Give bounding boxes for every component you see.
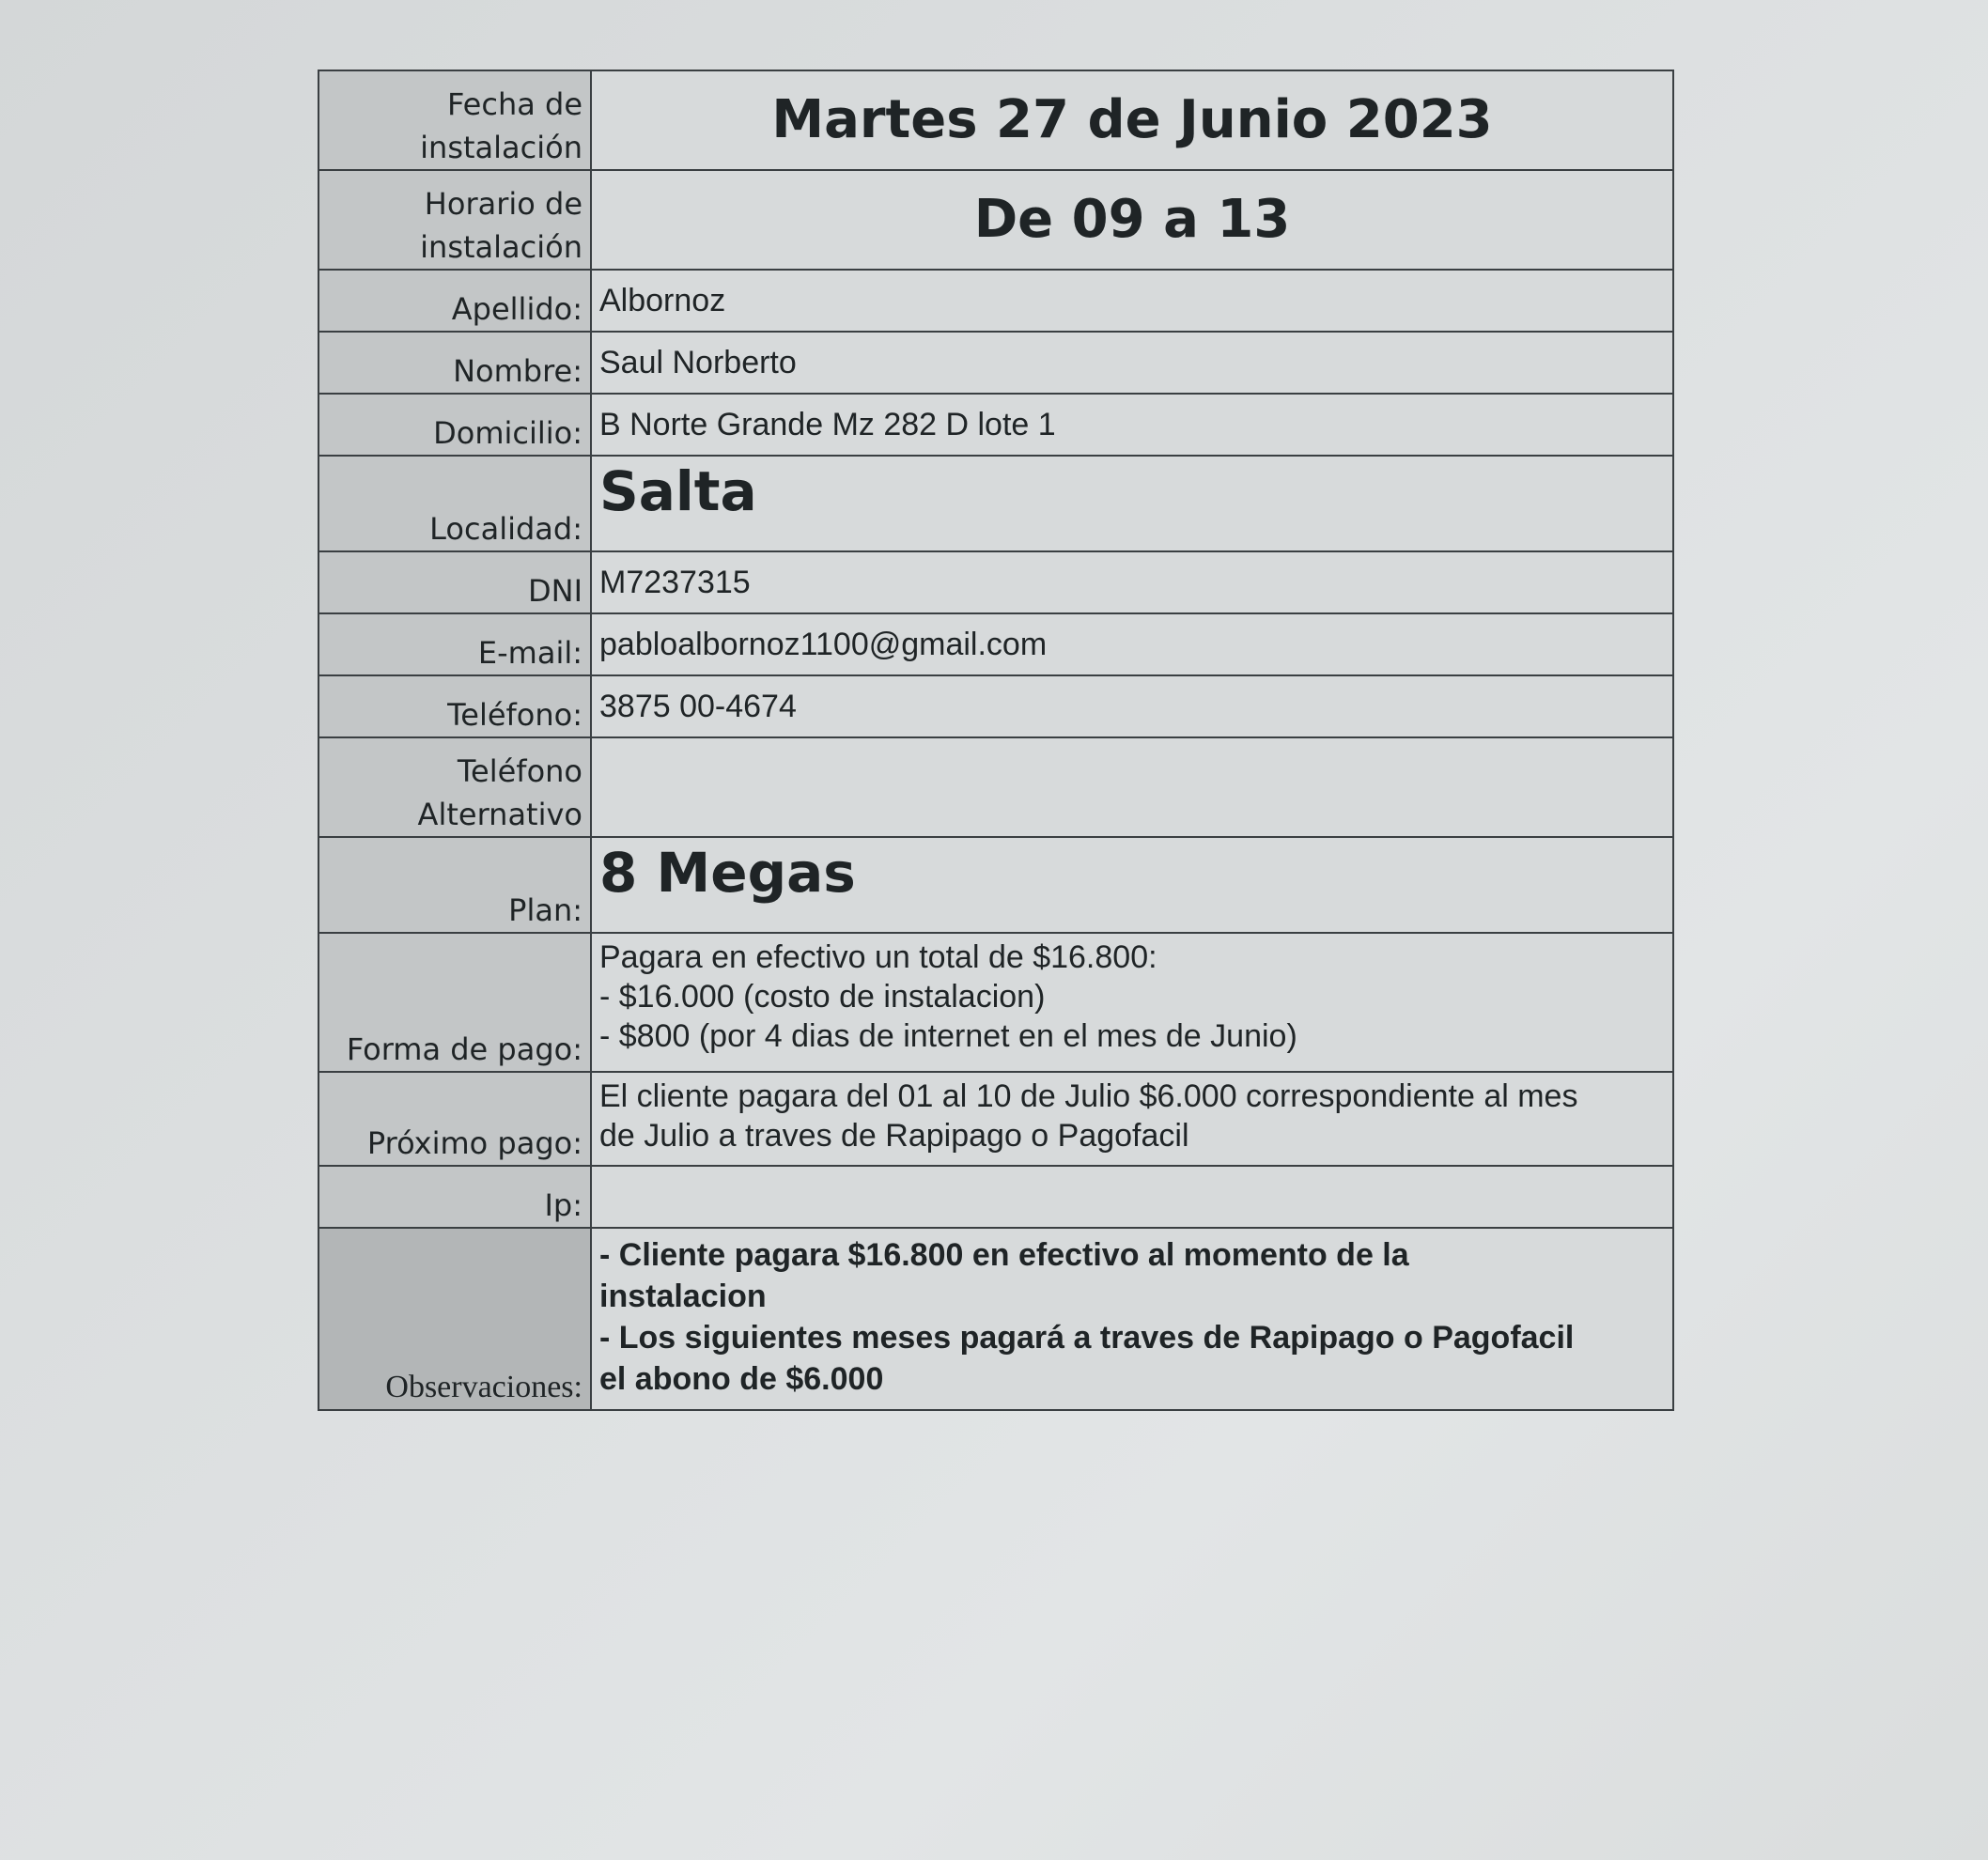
row-localidad [318, 456, 1673, 551]
value-plan: 8 Megas [591, 837, 1673, 933]
row-domicilio [318, 394, 1673, 456]
forma-de-pago-line: - $16.000 (costo de instalacion) [599, 979, 1046, 1015]
row-observaciones [318, 1228, 1673, 1410]
forma-de-pago-line: - $800 (por 4 dias de internet en el mes de Junio) [599, 1018, 1297, 1054]
value-fecha: Martes 27 de Junio 2023 [591, 70, 1673, 170]
proximo-pago-line: El cliente pagara del 01 al 10 de Julio $6.000 correspondiente al mes [599, 1078, 1578, 1114]
value-ip [591, 1166, 1673, 1228]
label-localidad: Localidad: [318, 456, 591, 551]
label-apellido: Apellido: [318, 270, 591, 332]
label-plan: Plan: [318, 837, 591, 933]
row-horario [318, 170, 1673, 270]
row-ip [318, 1166, 1673, 1228]
observaciones-line: - Los siguientes meses pagará a traves de Rapipago o Pagofacil [599, 1320, 1575, 1356]
row-nombre [318, 332, 1673, 394]
value-proximo-pago [591, 1072, 1673, 1166]
value-forma-de-pago [591, 933, 1673, 1072]
label-fecha: Fecha de instalación [318, 70, 591, 170]
value-horario: De 09 a 13 [591, 170, 1673, 270]
value-localidad: Salta [591, 456, 1673, 551]
forma-de-pago-line: Pagara en efectivo un total de $16.800: [599, 939, 1157, 975]
label-telefono: Teléfono: [318, 675, 591, 737]
value-domicilio: B Norte Grande Mz 282 D lote 1 [591, 394, 1673, 456]
row-fecha [318, 70, 1673, 170]
value-email: pabloalbornoz1100@gmail.com [591, 613, 1673, 675]
label-observaciones: Observaciones: [318, 1228, 591, 1410]
label-ip: Ip: [318, 1166, 591, 1228]
row-proximo-pago [318, 1072, 1673, 1166]
label-nombre: Nombre: [318, 332, 591, 394]
observaciones-line: - Cliente pagara $16.800 en efectivo al momento de la [599, 1237, 1409, 1273]
value-apellido: Albornoz [591, 270, 1673, 332]
observaciones-line: instalacion [599, 1279, 767, 1314]
observaciones-line: el abono de $6.000 [599, 1361, 884, 1397]
value-nombre: Saul Norberto [591, 332, 1673, 394]
label-email: E-mail: [318, 613, 591, 675]
row-dni [318, 551, 1673, 613]
value-telefono-alternativo [591, 737, 1673, 837]
row-apellido [318, 270, 1673, 332]
value-dni: M7237315 [591, 551, 1673, 613]
label-horario: Horario de instalación [318, 170, 591, 270]
label-telefono-alternativo: Teléfono Alternativo [318, 737, 591, 837]
label-domicilio: Domicilio: [318, 394, 591, 456]
value-observaciones [591, 1228, 1673, 1410]
row-telefono [318, 675, 1673, 737]
proximo-pago-line: de Julio a traves de Rapipago o Pagofacil [599, 1118, 1189, 1154]
label-dni: DNI [318, 551, 591, 613]
installation-form [318, 70, 1674, 1411]
row-forma-de-pago [318, 933, 1673, 1072]
row-email [318, 613, 1673, 675]
label-forma-de-pago: Forma de pago: [318, 933, 591, 1072]
row-plan [318, 837, 1673, 933]
row-telefono-alternativo [318, 737, 1673, 837]
installation-form-table [318, 70, 1674, 1411]
label-proximo-pago: Próximo pago: [318, 1072, 591, 1166]
value-telefono: 3875 00-4674 [591, 675, 1673, 737]
